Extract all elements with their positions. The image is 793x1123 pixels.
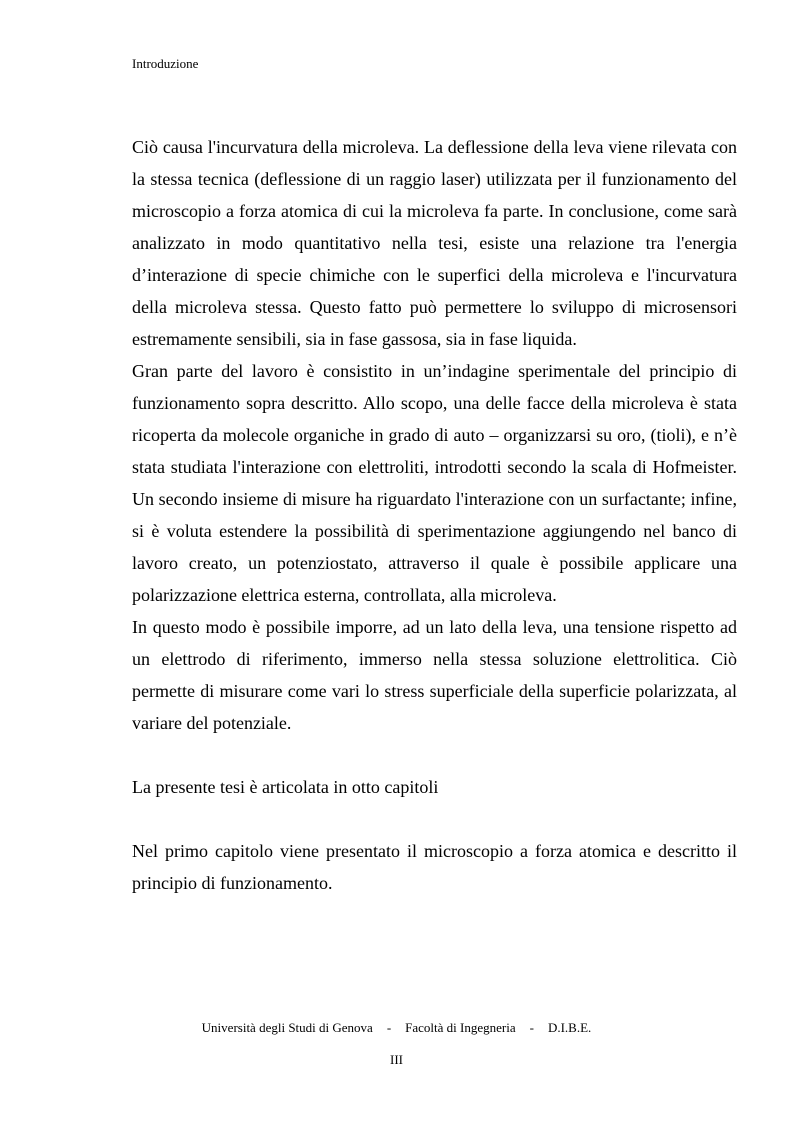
page-footer: [0, 1020, 793, 1036]
footer-faculty: Facoltà di Ingegneria: [405, 1020, 516, 1035]
footer-department: D.I.B.E.: [547, 1020, 592, 1035]
paragraph: Gran parte del lavoro è consistito in un’indagine sperimentale del principio di funzionamento sopra descritto. Allo scopo, una delle facce della microleva è stata ricoperta da molecole organiche in grado di auto – organizzarsi su oro, (tioli), e n’è stata studiata l'interazione con elettroliti, introdotti secondo la scala di Hofmeister. Un secondo insieme di misure ha riguardato l'interazione con un surfactante; infine, si è voluta estendere la possibilità di sperimentazione aggiungendo nel banco di lavoro creato, un potenziostato, attraverso il quale è possibile applicare una polarizzazione elettrica esterna, controllata, alla microleva.: [132, 361, 737, 605]
paragraph: In questo modo è possibile imporre, ad un lato della leva, una tensione rispetto ad un elettrodo di riferimento, immerso nella stessa soluzione elettrolitica. Ciò permette di misurare come vari lo stress superficiale della superficie polarizzata, al variare del potenziale.: [132, 617, 737, 733]
page-number: III: [390, 1052, 403, 1067]
paragraph-gap: [132, 739, 737, 771]
paragraph: La presente tesi è articolata in otto capitoli: [132, 777, 439, 797]
body-text: [132, 131, 737, 899]
footer-separator: -: [386, 1020, 392, 1035]
running-head: Introduzione: [132, 56, 199, 71]
footer-university: Università degli Studi di Genova: [201, 1020, 373, 1035]
paragraph: Ciò causa l'incurvatura della microleva. La deflessione della leva viene rilevata con la stessa tecnica (deflessione di un raggio laser) utilizzata per il funzionamento del microscopio a forza atomica di cui la microleva fa parte. In conclusione, come sarà analizzato in modo quantitativo nella tesi, esiste una relazione tra l'energia d’interazione di specie chimiche con le superfici della microleva e l'incurvatura della microleva stessa. Questo fatto può permettere lo sviluppo di microsensori estremamente sensibili, sia in fase gassosa, sia in fase liquida.: [132, 137, 737, 349]
paragraph-gap: [132, 803, 737, 835]
paragraph: Nel primo capitolo viene presentato il microscopio a forza atomica e descritto il principio di funzionamento.: [132, 841, 737, 893]
footer-separator: -: [529, 1020, 534, 1035]
